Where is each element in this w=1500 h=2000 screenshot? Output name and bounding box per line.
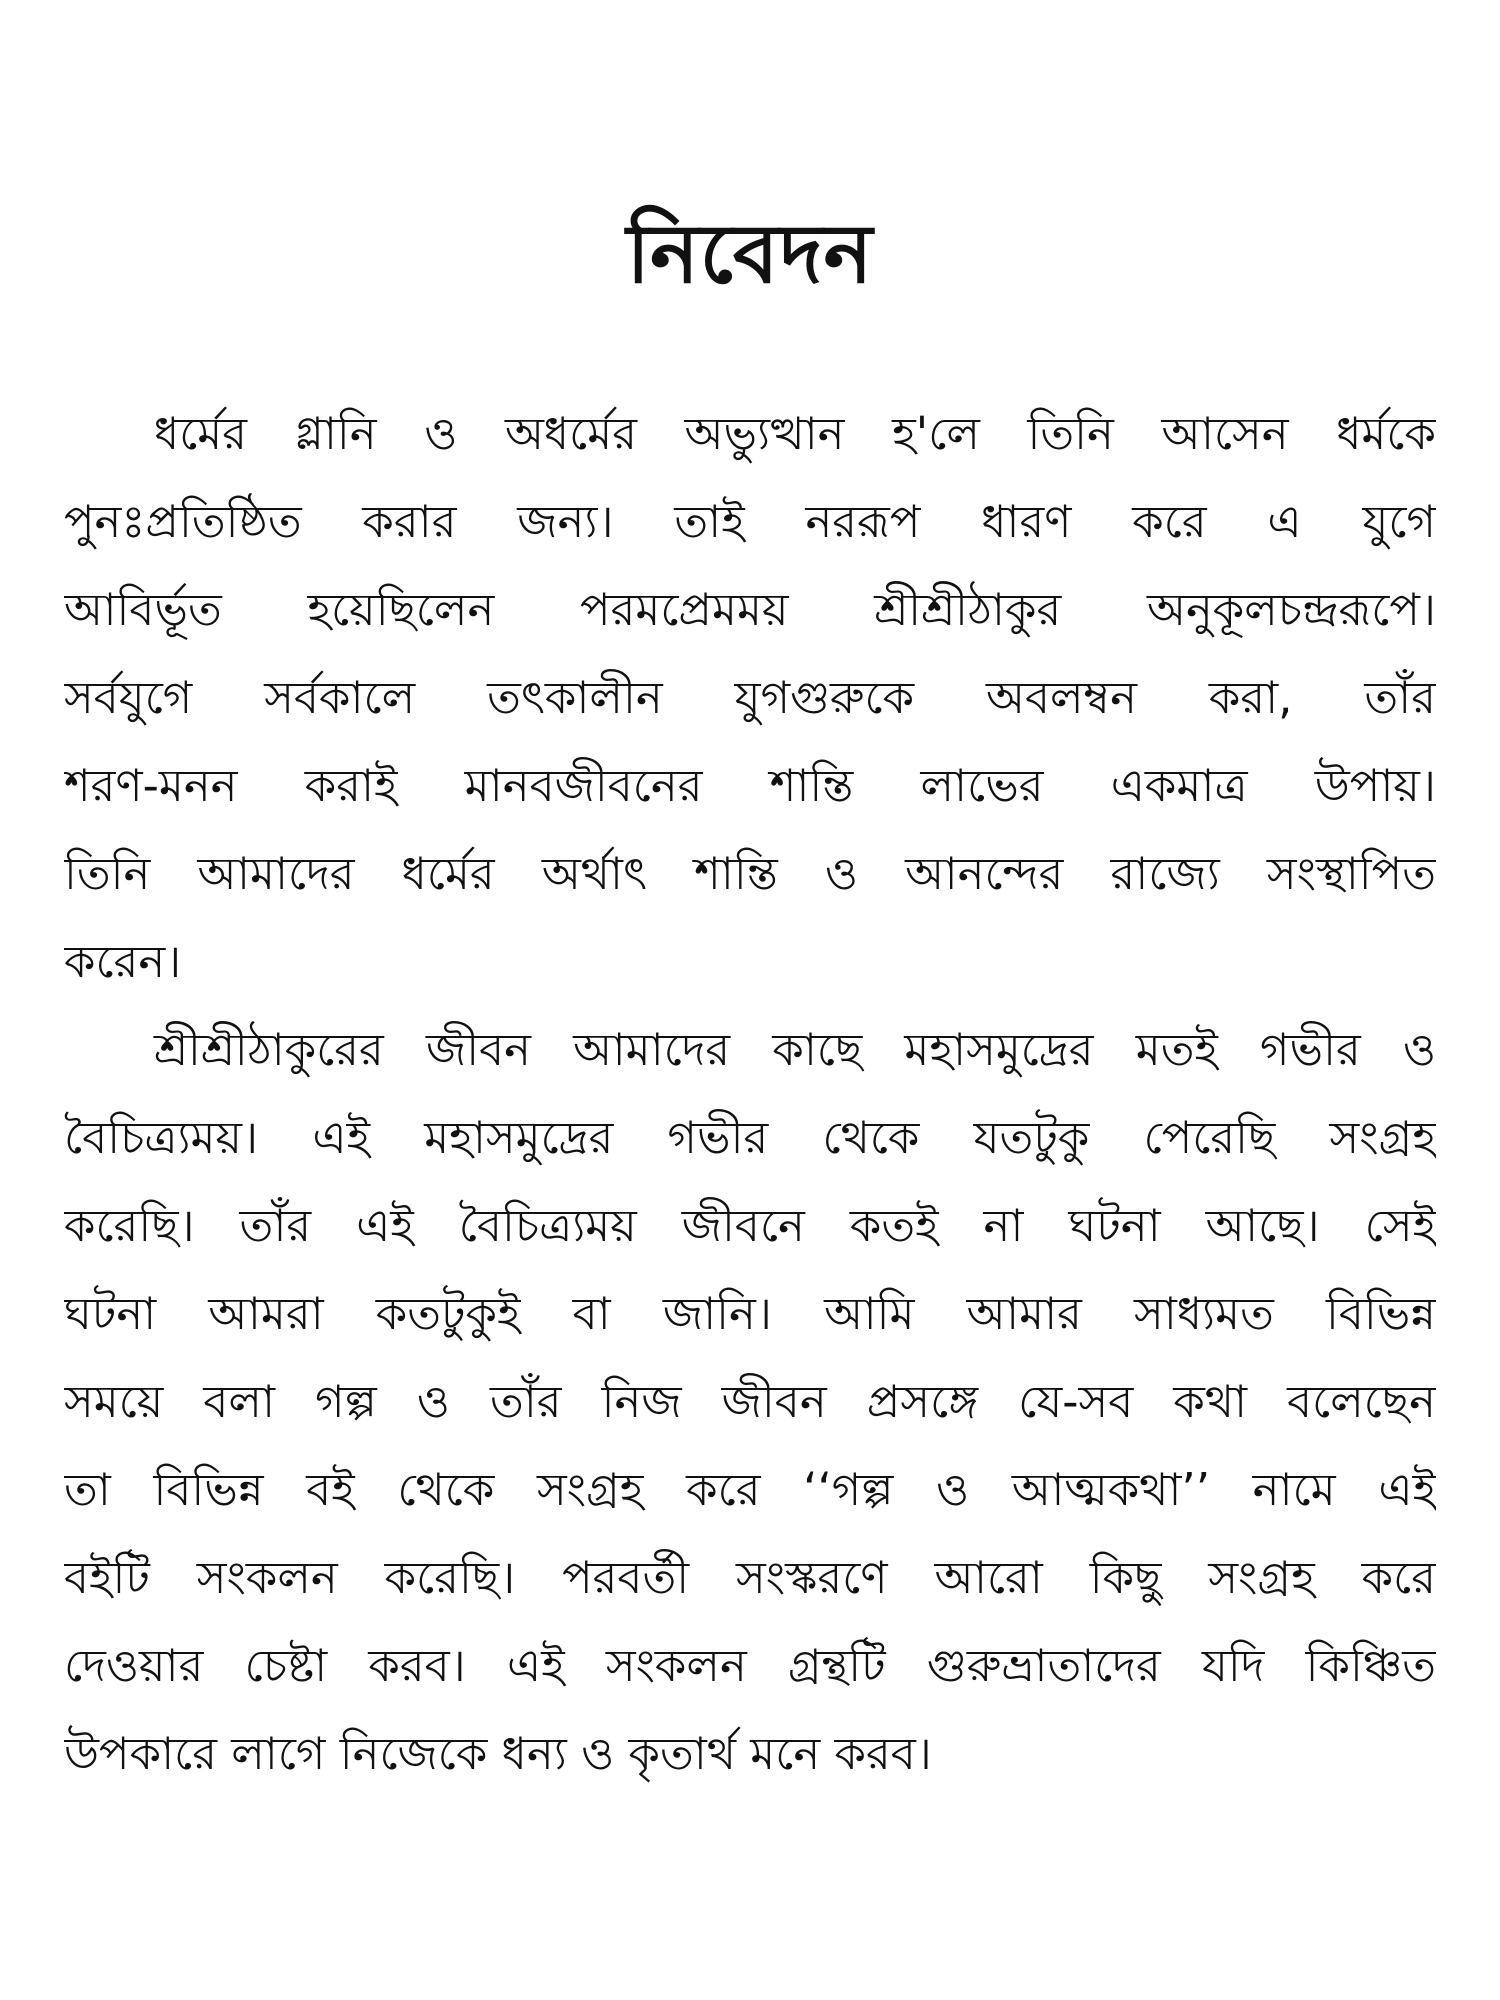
text-line: উপকারে লাগে নিজেকে ধন্য ও কৃতার্থ মনে করব। <box>64 1727 932 1780</box>
text-line: ধর্মের গ্লানি ও অধর্মের অভ্যুত্থান হ'লে তিনি আসেন ধর্মকে <box>154 407 1436 460</box>
text-line: তিনি আমাদের ধর্মের অর্থাৎ শান্তি ও আনন্দের রাজ্যে সংস্থাপিত <box>64 847 1436 900</box>
text-line: তা বিভিন্ন বই থেকে সংগ্রহ করে ‘‘গল্প ও আত্মকথা’’ নামে এই <box>64 1463 1436 1516</box>
paragraph-1 <box>64 390 1436 1006</box>
body-text <box>64 390 1436 1798</box>
text-line: সময়ে বলা গল্প ও তাঁর নিজ জীবন প্রসঙ্গে যে-সব কথা বলেছেন <box>64 1375 1436 1428</box>
text-line: করেন। <box>64 935 182 988</box>
text-line: বৈচিত্র্যময়। এই মহাসমুদ্রের গভীর থেকে যতটুকু পেরেছি সংগ্রহ <box>64 1111 1436 1164</box>
page-title: নিবেদন <box>626 207 874 302</box>
paragraph-2 <box>64 1006 1436 1798</box>
text-line: সর্বযুগে সর্বকালে তৎকালীন যুগগুরুকে অবলম্বন করা, তাঁর <box>64 671 1436 724</box>
text-line: দেওয়ার চেষ্টা করব। এই সংকলন গ্রন্থটি গুরুভ্রাতাদের যদি কিঞ্চিত <box>64 1639 1436 1692</box>
text-line: শরণ-মনন করাই মানবজীবনের শান্তি লাভের একমাত্র উপায়। <box>64 759 1436 812</box>
text-line: পুনঃপ্রতিষ্ঠিত করার জন্য। তাই নররূপ ধারণ করে এ যুগে <box>64 495 1436 548</box>
text-line: আবির্ভূত হয়েছিলেন পরমপ্রেমময় শ্রীশ্রীঠাকুর অনুকূলচন্দ্ররূপে। <box>64 583 1436 636</box>
text-line: বইটি সংকলন করেছি। পরবর্তী সংস্করণে আরো কিছু সংগ্রহ করে <box>64 1551 1436 1604</box>
text-line: শ্রীশ্রীঠাকুরের জীবন আমাদের কাছে মহাসমুদ্রের মতই গভীর ও <box>154 1023 1436 1076</box>
text-line: করেছি। তাঁর এই বৈচিত্র্যময় জীবনে কতই না ঘটনা আছে। সেই <box>64 1199 1436 1252</box>
text-line: ঘটনা আমরা কতটুকুই বা জানি। আমি আমার সাধ্যমত বিভিন্ন <box>64 1287 1436 1340</box>
